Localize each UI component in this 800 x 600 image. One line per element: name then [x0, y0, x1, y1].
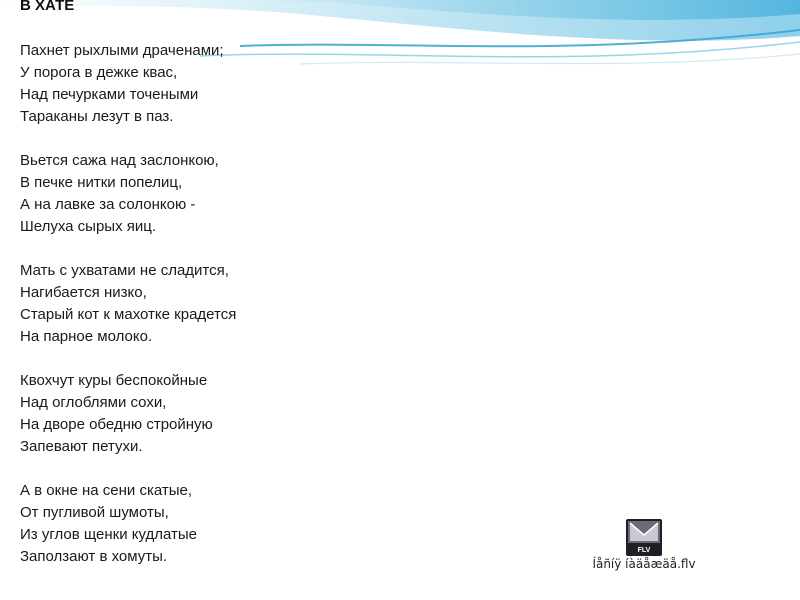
poem-line: Над печурками точеными: [20, 86, 199, 103]
poem-line: Из углов щенки кудлатые: [20, 526, 198, 543]
stanza: [20, 150, 236, 238]
file-name: Íåñíÿ íàäåæäå.flv: [592, 557, 696, 571]
flv-file[interactable]: [588, 519, 700, 571]
stanza: [20, 260, 236, 348]
poem-line: Запевают петухи.: [20, 438, 143, 455]
poem-line: Пахнет рыхлыми драченами;: [20, 42, 224, 59]
poem-line: Тараканы лезут в паз.: [20, 108, 174, 125]
poem-line: А на лавке за солонкою -: [20, 196, 196, 213]
poem-line: Квохчут куры беспокойные: [20, 372, 208, 389]
poem-line: Над оглоблями сохи,: [20, 394, 167, 411]
poem-line: Старый кот к махотке крадется: [20, 306, 237, 323]
stanza: [20, 480, 236, 568]
poem-line: А в окне на сени скатые,: [20, 482, 193, 499]
poem-line: Вьется сажа над заслонкою,: [20, 152, 219, 169]
poem-line: В печке нитки попелиц,: [20, 174, 183, 191]
poem-body: [20, 40, 236, 590]
stanza: [20, 370, 236, 458]
flv-icon-label: FLV: [637, 547, 651, 554]
poem-line: Нагибается низко,: [20, 284, 147, 301]
poem-line: У порога в дежке квас,: [20, 64, 178, 81]
poem-line: На дворе обедню стройную: [20, 416, 213, 433]
poem-line: На парное молоко.: [20, 328, 153, 345]
poem-line: Заползают в хомуты.: [20, 548, 168, 565]
flv-file-icon: [626, 519, 662, 556]
poem-line: От пугливой шумоты,: [20, 504, 169, 521]
poem-title: В ХАТЕ: [20, 0, 75, 14]
poem-line: Шелуха сырых яиц.: [20, 218, 157, 235]
stanza: [20, 40, 236, 128]
poem-line: Мать с ухватами не сладится,: [20, 262, 229, 279]
